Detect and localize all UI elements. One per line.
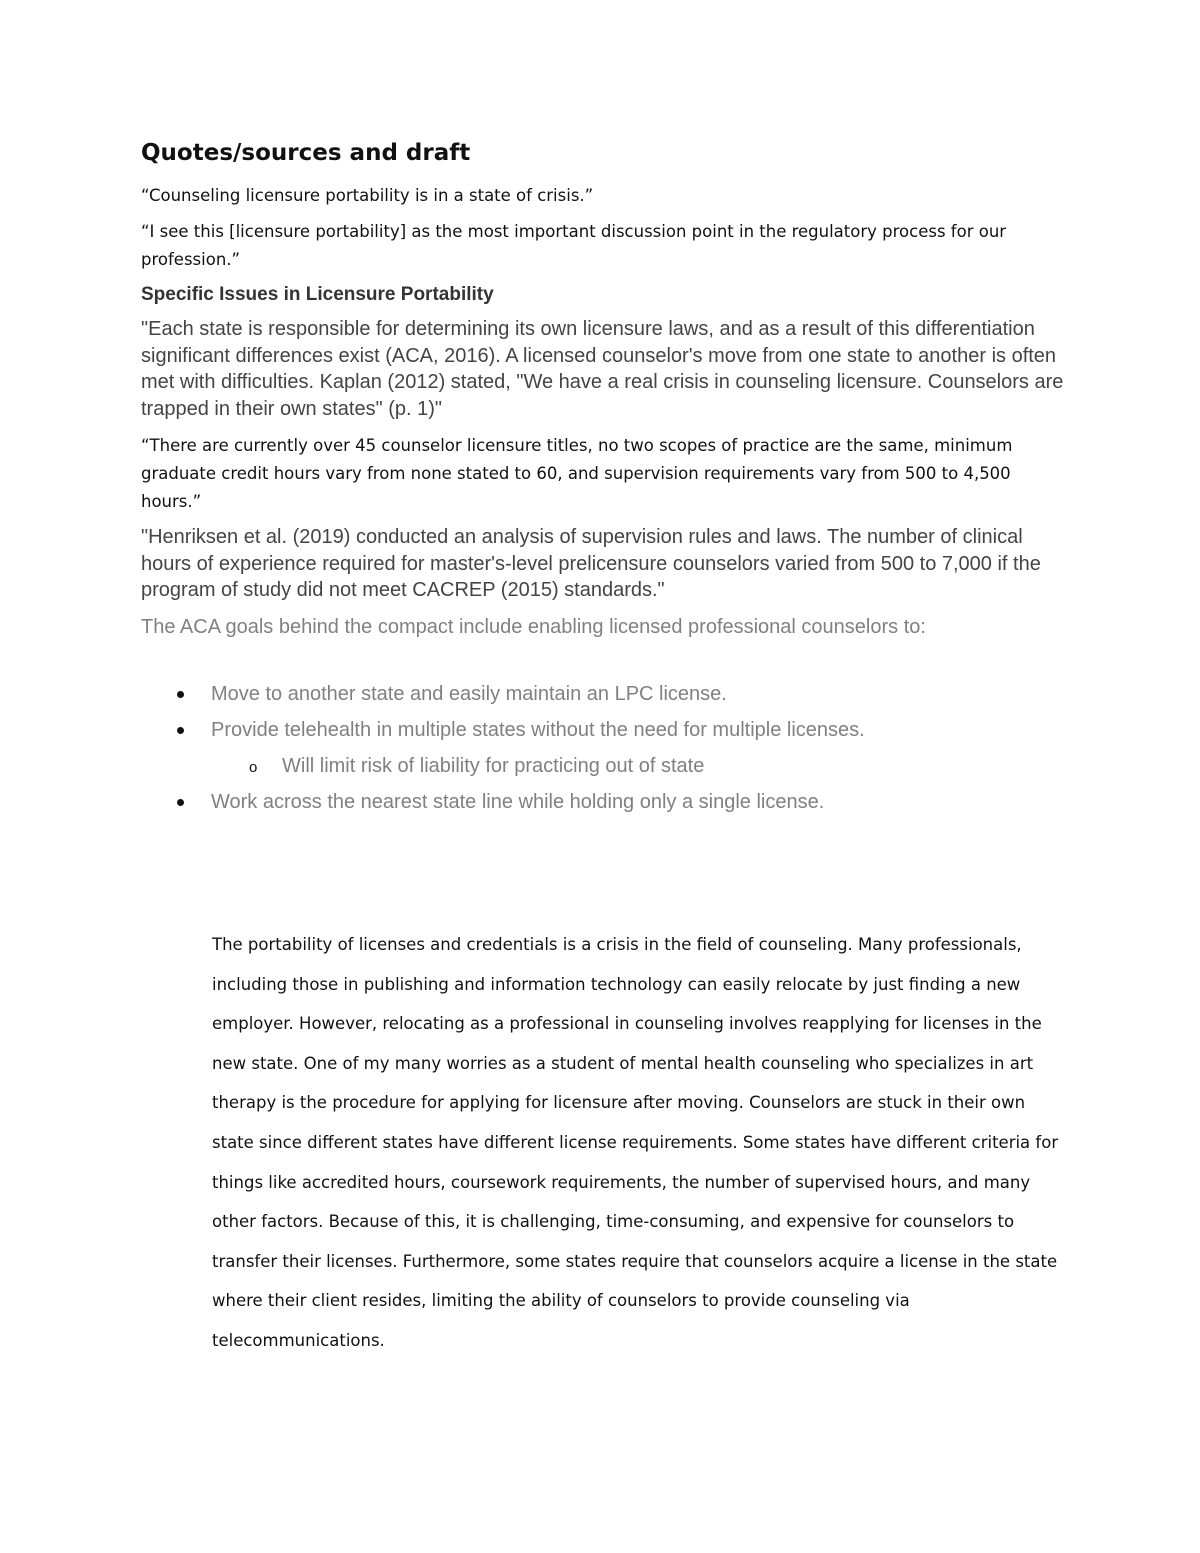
goal-text: Work across the nearest state line while holding only a single license. [211, 791, 825, 813]
sub-goal-text: Will limit risk of liability for practicing out of state [282, 755, 705, 777]
bullet-icon [177, 799, 184, 806]
quote-licensure-titles: “There are currently over 45 counselor licensure titles, no two scopes of practice are the same, minimum graduate credit hours vary from none stated to 60, and supervision requirements vary from 500 to 4,500 hours.” [141, 436, 1013, 511]
quote-discussion-point: “I see this [licensure portability] as the most important discussion point in the regulatory process for our profession.” [141, 222, 1007, 269]
list-item [141, 784, 1066, 820]
goals-intro: The ACA goals behind the compact include enabling licensed professional counselors to: [141, 615, 926, 638]
bullet-icon [177, 727, 184, 734]
list-item [141, 676, 1066, 712]
quote-state-laws: "Each state is responsible for determining its own licensure laws, and as a result of this differentiation significant differences exist (ACA, 2016). A licensed counselor's move from one state to another is often met with difficulties. Kaplan (2012) stated, "We have a real crisis in counseling licensure. Counselors are trapped in their own states" (p. 1)" [141, 318, 1064, 420]
sub-bullet-icon: o [249, 759, 258, 776]
sub-list-item [141, 748, 1066, 784]
goals-list [141, 676, 1066, 820]
quote-crisis: “Counseling licensure portability is in a state of crisis.” [141, 186, 594, 205]
bullet-icon [177, 691, 184, 698]
document-body [141, 140, 1066, 820]
goal-text: Provide telehealth in multiple states without the need for multiple licenses. [211, 719, 865, 741]
quote-henriksen: "Henriksen et al. (2019) conducted an analysis of supervision rules and laws. The number of clinical hours of experience required for master's-level prelicensure counselors varied from 500 to 7,000 if the program of study did not meet CACREP (2015) standards." [141, 526, 1041, 601]
page-title: Quotes/sources and draft [141, 140, 471, 166]
list-item [141, 712, 1066, 748]
draft-paragraph: The portability of licenses and credentials is a crisis in the field of counseling. Many professionals, including those in publishing and information technology can easily relocate by just finding a new employer. However, relocating as a professional in counseling involves reapplying for licenses in the new state. One of my many worries as a student of mental health counseling who specializes in art therapy is the procedure for applying for licensure after moving. Counselors are stuck in their own state since different states have different license requirements. Some states have different criteria for things like accredited hours, coursework requirements, the number of supervised hours, and many other factors. Because of this, it is challenging, time-consuming, and expensive for counselors to transfer their licenses. Furthermore, some states require that counselors acquire a license in the state where their client resides, limiting the ability of counselors to provide counseling via telecommunications. [212, 935, 1059, 1350]
goal-text: Move to another state and easily maintain an LPC license. [211, 683, 727, 705]
section-heading: Specific Issues in Licensure Portability [141, 284, 494, 305]
